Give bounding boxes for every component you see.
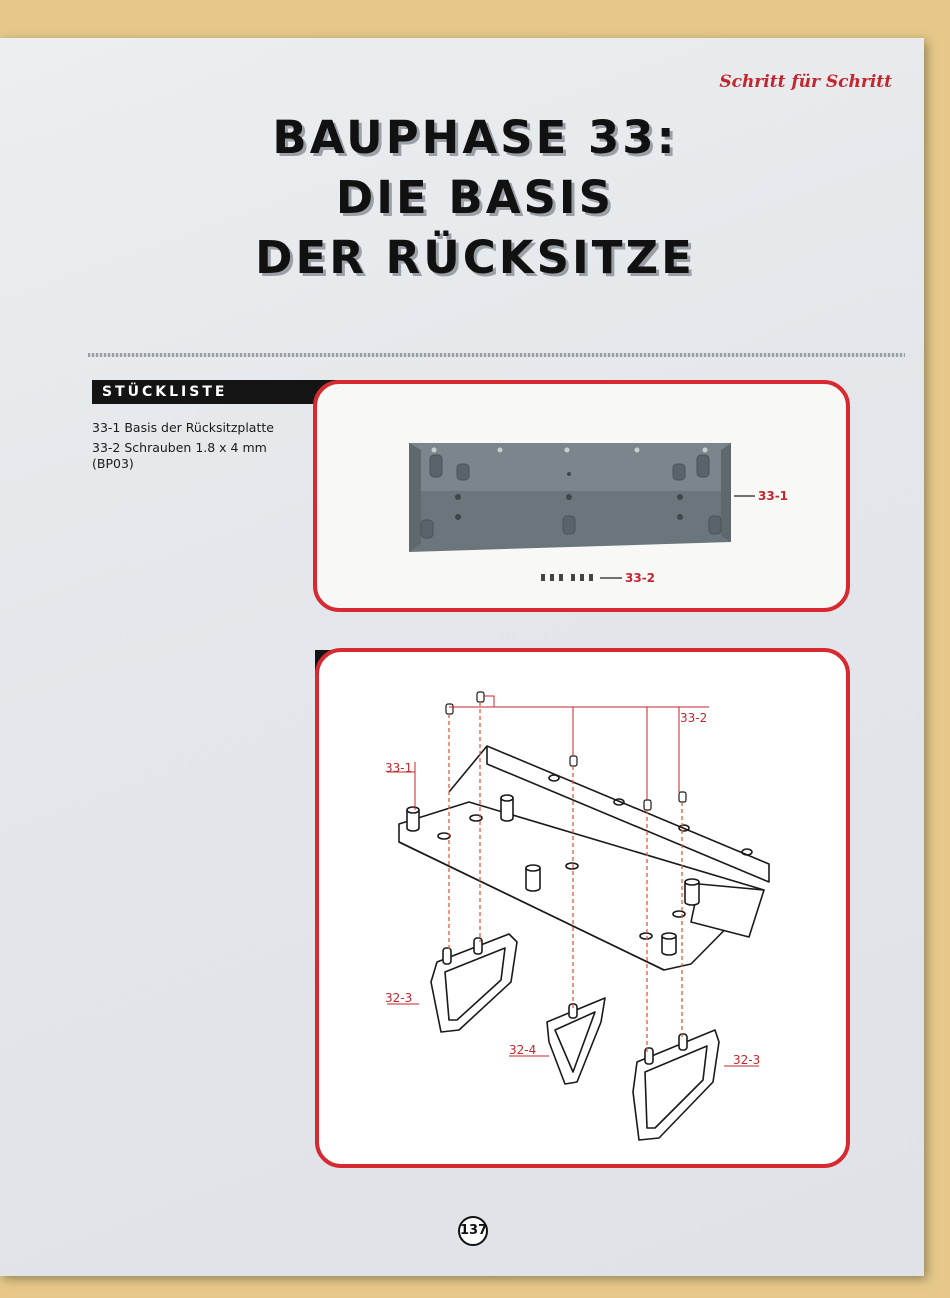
- label-frame-left: 32-3: [385, 991, 413, 1005]
- parts-list-header: STÜCKLISTE: [92, 380, 482, 404]
- page-number: 137: [458, 1216, 488, 1246]
- screws-photo: [541, 574, 593, 581]
- assembly-diagram: [319, 652, 846, 1164]
- title-line-3: DER RÜCKSITZE: [255, 231, 695, 284]
- frame-middle: [547, 998, 605, 1084]
- parts-photo-panel: [313, 380, 850, 612]
- parts-list-item: 33-1 Basis der Rücksitzplatte: [92, 420, 274, 435]
- parts-photo: [317, 384, 846, 608]
- frame-left: [431, 934, 517, 1032]
- parts-list-item: (BP03): [92, 456, 134, 471]
- divider-rule: [88, 353, 905, 357]
- label-frame-right: 32-3: [733, 1053, 761, 1067]
- parts-list-item: 33-2 Schrauben 1.8 x 4 mm: [92, 440, 267, 455]
- label-frame-middle: 32-4: [509, 1043, 537, 1057]
- schema-panel: [315, 648, 850, 1168]
- section-tag: Schritt für Schritt: [719, 72, 892, 92]
- label-plate: 33-1: [385, 761, 413, 775]
- frame-right: [633, 1030, 719, 1140]
- photo-label-screws: 33-2: [625, 571, 656, 585]
- page-title: [100, 108, 850, 288]
- parts-list: [92, 420, 302, 476]
- title-line-1: BAUPHASE 33:: [272, 111, 678, 164]
- photo-label-plate: 33-1: [758, 489, 789, 503]
- title-line-2: DIE BASIS: [335, 171, 615, 224]
- label-screws: 33-2: [680, 711, 708, 725]
